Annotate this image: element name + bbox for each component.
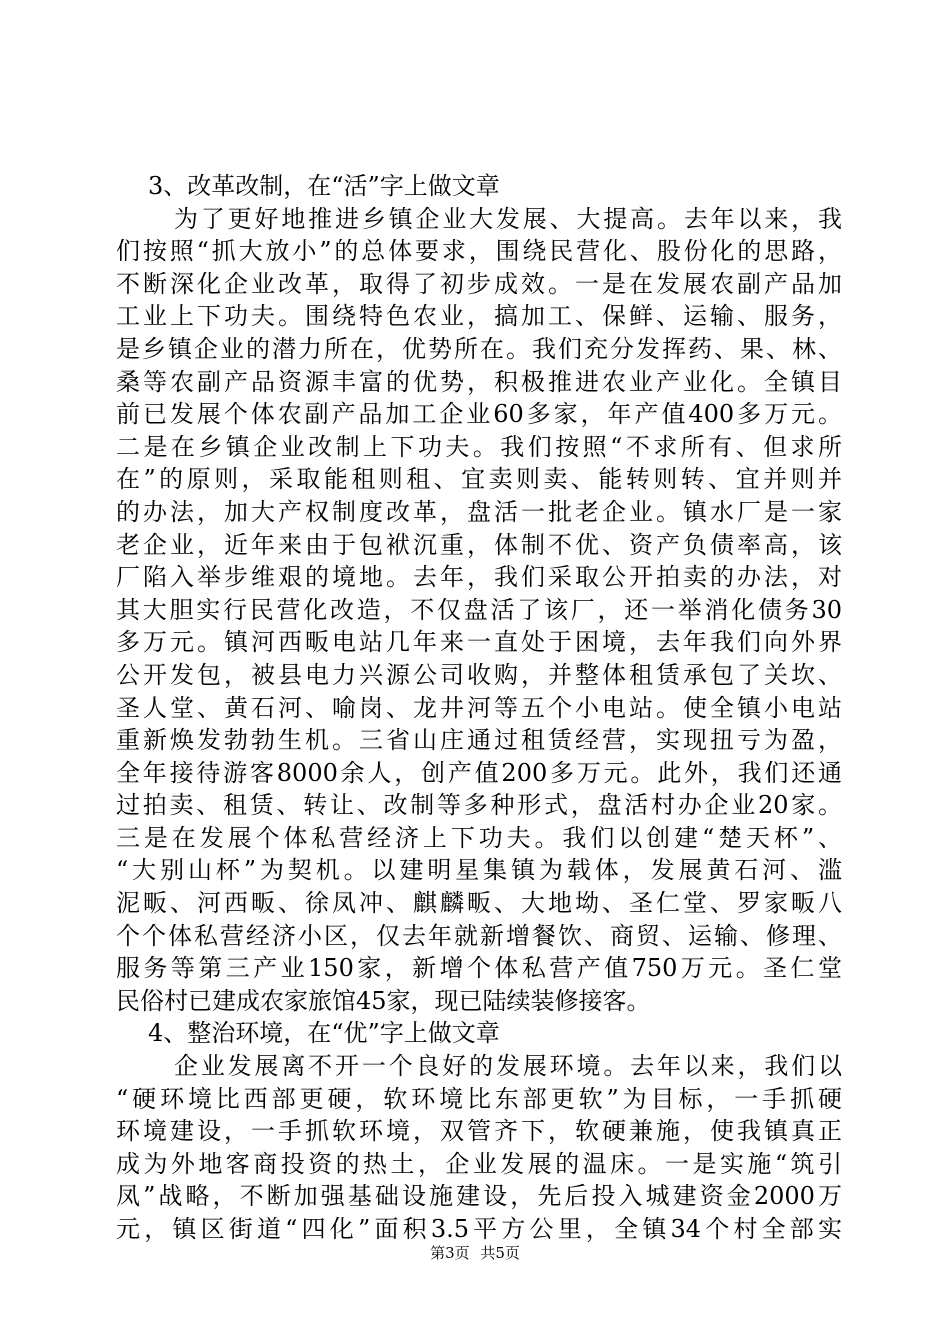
paragraph-line: 公开发包，被县电力兴源公司收购，并整体租赁承包了关坎、	[116, 660, 842, 689]
paragraph-line: 在”的原则，采取能租则租、宜卖则卖、能转则转、宜并则并	[116, 465, 842, 494]
paragraph-line: 的办法，加大产权制度改革，盘活一批老企业。镇水厂是一家	[116, 497, 842, 526]
paragraph-line: 不断深化企业改革，取得了初步成效。一是在发展农副产品加	[116, 269, 842, 298]
document-body	[116, 170, 842, 1246]
paragraph-line: 个个体私营经济小区，仅去年就新增餐饮、商贸、运输、修理、	[116, 921, 842, 950]
paragraph-line: 成为外地客商投资的热土，企业发展的温床。一是实施“筑引	[116, 1149, 842, 1178]
paragraph-reform	[116, 203, 842, 1018]
paragraph-line: 是乡镇企业的潜力所在，优势所在。我们充分发挥药、果、林、	[116, 334, 842, 363]
paragraph-line: 泥畈、河西畈、徐凤冲、麒麟畈、大地坳、圣仁堂、罗家畈八	[116, 889, 842, 918]
paragraph-line: 三是在发展个体私营经济上下功夫。我们以创建“楚天杯”、	[116, 823, 842, 852]
paragraph-environment	[116, 1050, 842, 1246]
paragraph-line: 老企业，近年来由于包袱沉重，体制不优、资产负债率高，该	[116, 530, 842, 559]
paragraph-line: 厂陷入举步维艰的境地。去年，我们采取公开拍卖的办法，对	[116, 563, 842, 592]
paragraph-line: 企业发展离不开一个良好的发展环境。去年以来，我们以	[174, 1052, 842, 1081]
paragraph-line: 全年接待游客8000余人，创产值200多万元。此外，我们还通	[116, 758, 842, 787]
paragraph-line: 桑等农副产品资源丰富的优势，积极推进农业产业化。全镇目	[116, 367, 842, 396]
paragraph-line: “硬环境比西部更硬，软环境比东部更软”为目标，一手抓硬	[116, 1084, 842, 1113]
paragraph-line: 环境建设，一手抓软环境，双管齐下，软硬兼施，使我镇真正	[116, 1117, 842, 1146]
paragraph-line: 过拍卖、租赁、转让、改制等多种形式，盘活村办企业20家。	[116, 791, 842, 820]
paragraph-line: 工业上下功夫。围绕特色农业，搞加工、保鲜、运输、服务，	[116, 302, 842, 331]
page-number: 第3页	[430, 1244, 470, 1262]
paragraph-line: 圣人堂、黄石河、喻岗、龙井河等五个小电站。使全镇小电站	[116, 693, 842, 722]
paragraph-line: 们按照“抓大放小”的总体要求，围绕民营化、股份化的思路，	[116, 237, 842, 266]
page-total: 共5页	[480, 1244, 520, 1262]
paragraph-line: 元，镇区街道“四化”面积3.5平方公里，全镇34个村全部实	[116, 1215, 842, 1243]
section-heading-3: 3、改革改制，在“活”字上做文章	[148, 172, 500, 200]
paragraph-line: 为了更好地推进乡镇企业大发展、大提高。去年以来，我	[174, 204, 842, 233]
paragraph-line: 凤”战略，不断加强基础设施建设，先后投入城建资金2000万	[116, 1182, 842, 1211]
paragraph-line: “大别山杯”为契机。以建明星集镇为载体，发展黄石河、滥	[116, 856, 842, 885]
paragraph-line: 前已发展个体农副产品加工企业60多家，年产值400多万元。	[116, 400, 842, 429]
paragraph-line: 其大胆实行民营化改造，不仅盘活了该厂，还一举消化债务30	[116, 595, 842, 624]
page-footer	[0, 1242, 950, 1263]
section-heading-4: 4、整治环境，在“优”字上做文章	[148, 1019, 500, 1048]
paragraph-line: 服务等第三产业150家，新增个体私营产值750万元。圣仁堂	[116, 954, 842, 983]
paragraph-line: 民俗村已建成农家旅馆45家，现已陆续装修接客。	[116, 986, 651, 1015]
paragraph-line: 重新焕发勃勃生机。三省山庄通过租赁经营，实现扭亏为盈，	[116, 726, 842, 755]
paragraph-line: 二是在乡镇企业改制上下功夫。我们按照“不求所有、但求所	[116, 432, 842, 461]
paragraph-line: 多万元。镇河西畈电站几年来一直处于困境，去年我们向外界	[116, 628, 842, 657]
